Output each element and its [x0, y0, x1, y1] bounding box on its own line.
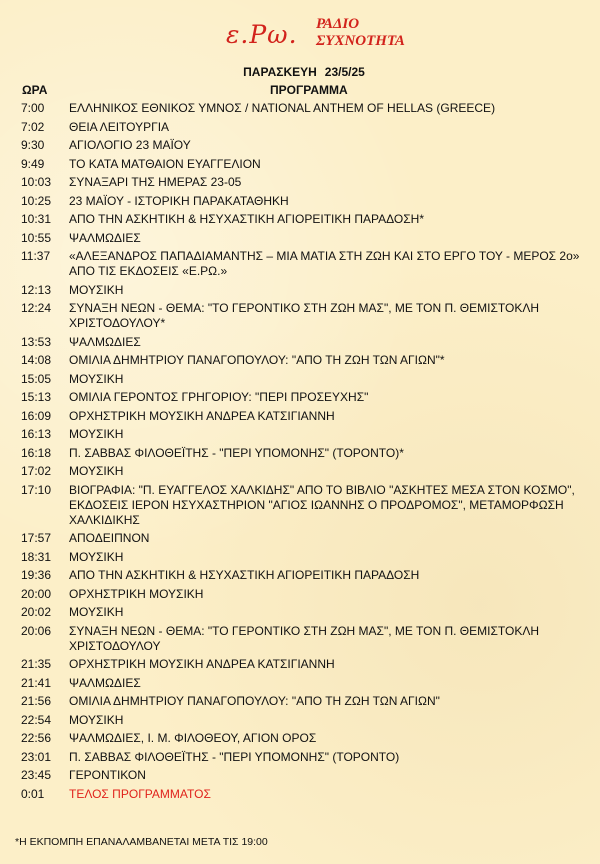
day-name: ΠΑΡΑΣΚΕΥΗ	[243, 65, 317, 79]
schedule-program: ΟΡΧΗΣΤΡΙΚΗ ΜΟΥΣΙΚΗ ΑΝΔΡΕΑ ΚΑΤΣΙΓΙΑΝΝΗ	[69, 408, 335, 423]
schedule-program: ΜΟΥΣΙΚΗ	[69, 464, 124, 478]
schedule-row	[0, 748, 600, 767]
schedule-time: 9:49	[21, 156, 45, 171]
schedule-time: 0:01	[21, 786, 45, 801]
schedule-program: 23 ΜΑΪΟΥ - ΙΣΤΟΡΙΚΗ ΠΑΡΑΚΑΤΑΘΗΚΗ	[69, 193, 289, 208]
schedule-program: «ΑΛΕΞΑΝΔΡΟΣ ΠΑΠΑΔΙΑΜΑΝΤΗΣ – ΜΙΑ ΜΑΤΙΑ ΣΤΗ ΖΩΗ ΚΑΙ ΣΤΟ ΕΡΓΟ ΤΟΥ - ΜΕΡΟΣ 2ο» ΑΠΟ ΤΙΣ ΕΚΔΟΣΕΙΣ «Ε.ΡΩ.»	[69, 249, 580, 278]
schedule-time: 19:36	[21, 568, 52, 582]
schedule-row	[0, 425, 600, 444]
schedule-program: ΑΓΙΟΛΟΓΙΟ 23 ΜΑΪΟΥ	[69, 138, 191, 152]
schedule-program: ΨΑΛΜΩΔΙΕΣ, Ι. Μ. ΦΙΛΟΘΕΟΥ, ΑΓΙΟΝ ΟΡΟΣ	[69, 731, 317, 745]
schedule-time: 20:06	[21, 623, 52, 638]
schedule-time: 22:56	[21, 731, 52, 745]
schedule-time: 12:24	[21, 301, 52, 315]
schedule-time: 16:18	[21, 445, 52, 460]
schedule-program: ΜΟΥΣΙΚΗ	[69, 282, 124, 297]
radio-title	[316, 16, 405, 50]
schedule-row	[0, 585, 600, 604]
schedule-row	[0, 247, 600, 281]
schedule-program: ΘΕΙΑ ΛΕΙΤΟΥΡΓΙΑ	[69, 119, 170, 134]
schedule-row	[0, 766, 600, 785]
schedule-row	[0, 655, 600, 674]
schedule-row	[0, 118, 600, 137]
schedule-program: ΕΛΛΗΝΙΚΟΣ ΕΘΝΙΚΟΣ ΥΜΝΟΣ / NATIONAL ANTHEM OF HELLAS (GREECE)	[69, 101, 496, 115]
radio-title-line2: ΣΥΧΝΟΤΗΤΑ	[316, 33, 405, 49]
schedule-time: 23:01	[21, 749, 52, 764]
schedule-row	[0, 692, 600, 711]
schedule-program: ΟΜΙΛΙΑ ΓΕΡΟΝΤΟΣ ΓΡΗΓΟΡΙΟΥ: "ΠΕΡΙ ΠΡΟΣΕΥΧΗΣ"	[69, 390, 369, 404]
schedule-row	[0, 136, 600, 155]
schedule-row	[0, 785, 600, 804]
schedule-program: ΟΜΙΛΙΑ ΔΗΜΗΤΡΙΟΥ ΠΑΝΑΓΟΠΟΥΛΟΥ: "ΑΠΟ ΤΗ ΖΩΗ ΤΩΝ ΑΓΙΩΝ"*	[69, 353, 445, 367]
schedule-time: 7:00	[21, 101, 45, 115]
schedule-row	[0, 407, 600, 426]
schedule-time: 15:05	[21, 371, 52, 386]
schedule-row	[0, 444, 600, 463]
schedule-row	[0, 281, 600, 300]
schedule-list	[0, 99, 600, 803]
schedule-program: ΣΥΝΑΞΑΡΙ ΤΗΣ ΗΜΕΡΑΣ 23-05	[69, 175, 242, 189]
schedule-row	[0, 192, 600, 211]
schedule-program: ΨΑΛΜΩΔΙΕΣ	[69, 230, 141, 245]
schedule-program: ΤΕΛΟΣ ΠΡΟΓΡΑΜΜΑΤΟΣ	[69, 786, 211, 801]
schedule-program: ΜΟΥΣΙΚΗ	[69, 371, 124, 386]
schedule-time: 16:13	[21, 427, 52, 441]
schedule-time: 21:35	[21, 657, 52, 671]
schedule-program: ΜΟΥΣΙΚΗ	[69, 427, 124, 441]
schedule-time: 23:45	[21, 768, 52, 782]
schedule-row	[0, 729, 600, 748]
schedule-program: ΓΕΡΟΝΤΙΚΟΝ	[69, 768, 146, 782]
schedule-time: 20:00	[21, 586, 52, 601]
schedule-time: 10:55	[21, 230, 52, 245]
schedule-time: 10:31	[21, 212, 52, 226]
schedule-row	[0, 388, 600, 407]
schedule-time: 12:13	[21, 282, 52, 297]
schedule-time: 17:57	[21, 531, 52, 545]
schedule-row	[0, 99, 600, 118]
date-line	[0, 65, 600, 79]
schedule-time: 16:09	[21, 408, 52, 423]
schedule-program: Π. ΣΑΒΒΑΣ ΦΙΛΟΘΕΪΤΗΣ - "ΠΕΡΙ ΥΠΟΜΟΝΗΣ" (ΤΟΡΟΝΤΟ)	[69, 749, 400, 764]
schedule-time: 22:54	[21, 712, 52, 727]
schedule-row	[0, 529, 600, 548]
date-value: 23/5/25	[324, 65, 365, 79]
schedule-row	[0, 299, 600, 333]
schedule-program: ΒΙΟΓΡΑΦΙΑ: "Π. ΕΥΑΓΓΕΛΟΣ ΧΑΛΚΙΔΗΣ" ΑΠΟ ΤΟ ΒΙΒΛΙΟ "ΑΣΚΗΤΕΣ ΜΕΣΑ ΣΤΟΝ ΚΟΣΜΟ", ΕΚΔΟΣΕΙΣ ΙΕΡΟΝ ΗΣΥΧΑΣΤΗΡΙΟΝ "ΑΓΙΟΣ ΙΩΑΝΝΗΣ Ο ΠΡΟΔΡΟΜΟΣ", ΜΕΤΑΜΟΡΦΩΣΗ ΧΑΛΚΙΔΙΚΗΣ	[69, 482, 575, 527]
schedule-program: ΟΡΧΗΣΤΡΙΚΗ ΜΟΥΣΙΚΗ	[69, 586, 204, 601]
schedule-program: Π. ΣΑΒΒΑΣ ΦΙΛΟΘΕΪΤΗΣ - "ΠΕΡΙ ΥΠΟΜΟΝΗΣ" (ΤΟΡΟΝΤΟ)*	[69, 445, 404, 460]
schedule-program: ΑΠΟ ΤΗΝ ΑΣΚΗΤΙΚΗ & ΗΣΥΧΑΣΤΙΚΗ ΑΓΙΟΡΕΙΤΙΚΗ ΠΑΡΑΔΟΣΗ*	[69, 212, 425, 226]
program-column-header: ΠΡΟΓΡΑΜΜΑ	[270, 83, 348, 97]
radio-title-line1: ΡΑΔΙΟ	[316, 16, 360, 32]
header	[0, 10, 600, 62]
schedule-row	[0, 566, 600, 585]
schedule-row	[0, 622, 600, 656]
schedule-time: 7:02	[21, 119, 45, 134]
schedule-program: ΨΑΛΜΩΔΙΕΣ	[69, 334, 141, 349]
schedule-time: 10:25	[21, 193, 52, 208]
schedule-program: ΜΟΥΣΙΚΗ	[69, 549, 124, 564]
schedule-row	[0, 481, 600, 530]
schedule-time: 9:30	[21, 138, 45, 152]
schedule-time: 15:13	[21, 390, 52, 404]
schedule-time: 21:56	[21, 694, 52, 708]
schedule-row	[0, 603, 600, 622]
schedule-row	[0, 370, 600, 389]
schedule-time: 21:41	[21, 675, 52, 690]
schedule-time: 10:03	[21, 175, 52, 189]
schedule-row	[0, 229, 600, 248]
schedule-time: 17:10	[21, 482, 52, 497]
schedule-program: ΑΠΟ ΤΗΝ ΑΣΚΗΤΙΚΗ & ΗΣΥΧΑΣΤΙΚΗ ΑΓΙΟΡΕΙΤΙΚΗ ΠΑΡΑΔΟΣΗ	[69, 568, 420, 582]
footnote: *Η ΕΚΠΟΜΠΗ ΕΠΑΝΑΛΑΜΒΑΝΕΤΑΙ ΜΕΤΑ ΤΙΣ 19:00	[15, 836, 268, 848]
schedule-row	[0, 210, 600, 229]
schedule-program: ΑΠΟΔΕΙΠΝΟΝ	[69, 531, 150, 545]
schedule-program: ΨΑΛΜΩΔΙΕΣ	[69, 675, 141, 690]
schedule-row	[0, 711, 600, 730]
schedule-row	[0, 333, 600, 352]
schedule-row	[0, 462, 600, 481]
schedule-row	[0, 674, 600, 693]
schedule-row	[0, 155, 600, 174]
schedule-program: ΣΥΝΑΞΗ ΝΕΩΝ - ΘΕΜΑ: "ΤΟ ΓΕΡΟΝΤΙΚΟ ΣΤΗ ΖΩΗ ΜΑΣ", ΜΕ ΤΟΝ Π. ΘΕΜΙΣΤΟΚΛΗ ΧΡΙΣΤΟΔΟΥΛΟΥ*	[69, 301, 540, 330]
schedule-program: ΤΟ ΚΑΤΑ ΜΑΤΘΑΙΟΝ ΕΥΑΓΓΕΛΙΟΝ	[69, 156, 261, 171]
schedule-time: 14:08	[21, 353, 52, 367]
schedule-program: ΣΥΝΑΞΗ ΝΕΩΝ - ΘΕΜΑ: "ΤΟ ΓΕΡΟΝΤΙΚΟ ΣΤΗ ΖΩΗ ΜΑΣ", ΜΕ ΤΟΝ Π. ΘΕΜΙΣΤΟΚΛΗ ΧΡΙΣΤΟΔΟΥΛΟΥ	[69, 623, 540, 653]
time-column-header: ΩΡΑ	[22, 83, 48, 97]
schedule-row	[0, 548, 600, 567]
schedule-time: 13:53	[21, 334, 52, 349]
schedule-row	[0, 173, 600, 192]
schedule-time: 20:02	[21, 605, 52, 619]
schedule-time: 11:37	[21, 249, 51, 263]
schedule-program: ΜΟΥΣΙΚΗ	[69, 605, 124, 619]
station-logo: ε.Ρω.	[226, 20, 298, 49]
schedule-time: 18:31	[21, 549, 52, 564]
schedule-program: ΜΟΥΣΙΚΗ	[69, 712, 124, 727]
schedule-program: ΟΜΙΛΙΑ ΔΗΜΗΤΡΙΟΥ ΠΑΝΑΓΟΠΟΥΛΟΥ: "ΑΠΟ ΤΗ ΖΩΗ ΤΩΝ ΑΓΙΩΝ"	[69, 694, 440, 708]
schedule-time: 17:02	[21, 464, 52, 478]
schedule-row	[0, 351, 600, 370]
schedule-program: ΟΡΧΗΣΤΡΙΚΗ ΜΟΥΣΙΚΗ ΑΝΔΡΕΑ ΚΑΤΣΙΓΙΑΝΝΗ	[69, 657, 335, 671]
